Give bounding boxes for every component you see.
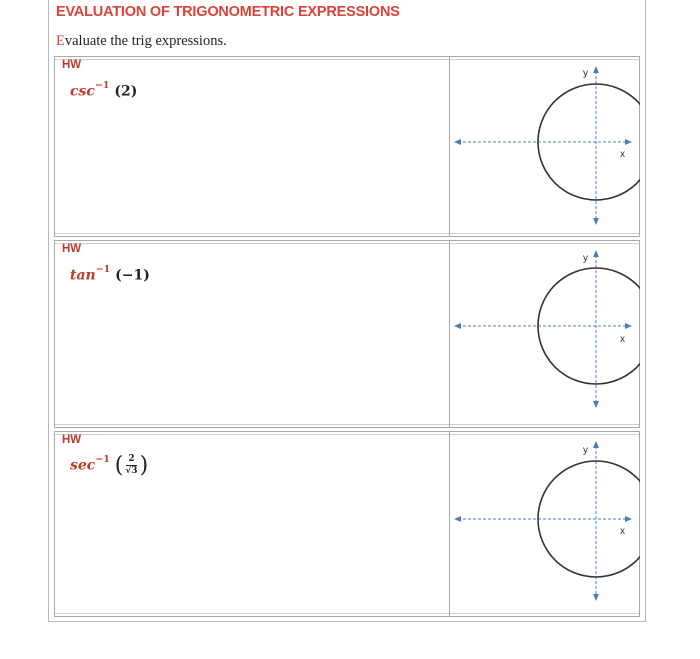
inverse-exponent: −1	[95, 453, 110, 465]
inverse-exponent: −1	[95, 264, 111, 275]
x-axis-right-arrow-icon	[625, 323, 632, 329]
problem-box-1	[54, 56, 640, 237]
right-paren: )	[139, 452, 149, 478]
fraction-numerator: 2	[128, 454, 135, 464]
expression	[70, 454, 148, 477]
hw-label: HW	[62, 434, 82, 446]
left-paren: (	[114, 452, 124, 478]
x-axis-right-arrow-icon	[625, 516, 632, 522]
function-name: sec	[70, 457, 96, 474]
instruction-body: valuate the trig expressions.	[64, 33, 227, 49]
function-name: csc	[70, 83, 95, 100]
instruction-initial: E	[56, 33, 65, 49]
x-axis-right-arrow-icon	[625, 139, 632, 145]
unit-circle-graph	[450, 241, 640, 429]
unit-circle-graph	[450, 57, 640, 238]
x-axis-label: x	[620, 149, 625, 160]
y-axis-label: y	[583, 68, 588, 79]
expression	[70, 266, 150, 284]
problem-box-3	[54, 431, 640, 617]
x-axis-left-arrow-icon	[454, 516, 461, 522]
x-axis-label: x	[620, 334, 625, 345]
expression	[70, 82, 137, 100]
y-axis-up-arrow-icon	[593, 441, 599, 448]
y-axis-down-arrow-icon	[593, 594, 599, 601]
hw-label: HW	[62, 59, 82, 71]
page-title: EVALUATION OF TRIGONOMETRIC EXPRESSIONS	[56, 4, 400, 20]
problem-box-2	[54, 240, 640, 428]
y-axis-down-arrow-icon	[593, 401, 599, 408]
hw-label: HW	[62, 243, 82, 255]
y-axis-label: y	[583, 253, 588, 264]
x-axis-left-arrow-icon	[454, 323, 461, 329]
x-axis-label: x	[620, 526, 625, 537]
fraction	[125, 454, 137, 477]
function-name: tan	[70, 267, 96, 284]
fraction-denominator: √3	[125, 466, 138, 476]
y-axis-label: y	[583, 445, 588, 456]
fraction-argument	[115, 454, 148, 477]
inverse-exponent: −1	[94, 80, 110, 91]
y-axis-down-arrow-icon	[593, 218, 599, 225]
x-axis-left-arrow-icon	[454, 139, 461, 145]
y-axis-up-arrow-icon	[593, 250, 599, 257]
argument: (−1)	[115, 267, 150, 284]
instruction-text	[56, 33, 227, 50]
y-axis-up-arrow-icon	[593, 66, 599, 73]
argument: (2)	[114, 83, 138, 100]
unit-circle-graph	[450, 432, 640, 618]
